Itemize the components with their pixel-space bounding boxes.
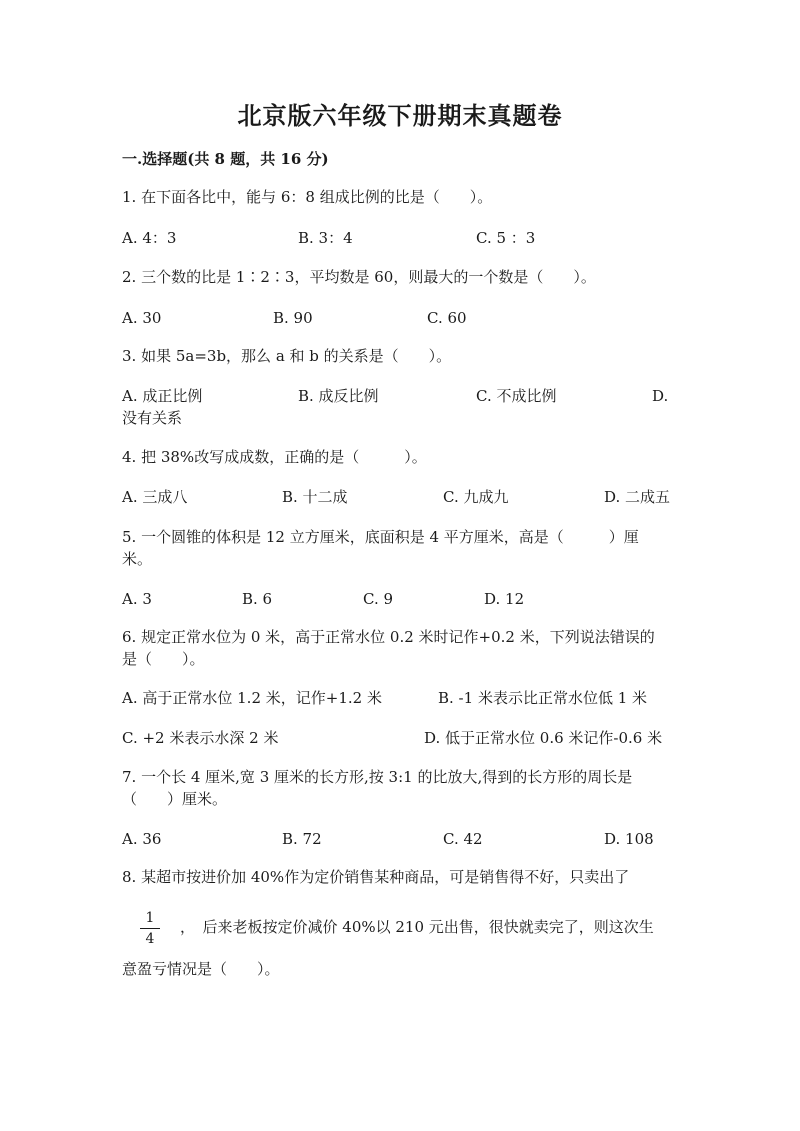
question-7-option-b: B. 72 (282, 830, 322, 848)
question-7-option-c: C. 42 (443, 830, 483, 848)
question-7-option-a: A. 36 (122, 830, 162, 848)
question-5-option-a: A. 3 (122, 590, 152, 608)
question-4-option-b: B. 十二成 (282, 488, 348, 506)
question-3-option-d: D. (652, 387, 669, 405)
question-2-option-a: A. 30 (122, 309, 162, 327)
question-3-option-a: A. 成正比例 (122, 387, 203, 405)
question-1-option-b: B. 3：4 (298, 229, 353, 247)
question-8-stem-line3: 意盈亏情况是（ ）。 (122, 960, 280, 978)
question-4-option-a: A. 三成八 (122, 488, 188, 506)
question-8-stem-line1: 8. 某超市按进价加 40%作为定价销售某种商品，可是销售得不好，只卖出了 (122, 868, 630, 886)
question-5-stem-line2: 米。 (122, 550, 153, 568)
question-6-option-d: D. 低于正常水位 0.6 米记作-0.6 米 (424, 729, 663, 747)
question-5-option-d: D. 12 (484, 590, 525, 608)
question-3-stem: 3. 如果 5a=3b，那么 a 和 b 的关系是（ ）。 (122, 347, 452, 365)
question-5-option-c: C. 9 (363, 590, 394, 608)
question-7-stem-line1: 7. 一个长 4 厘米,宽 3 厘米的长方形,按 3:1 的比放大,得到的长方形的周长是 (122, 768, 633, 786)
page-title: 北京版六年级下册期末真题卷 (237, 101, 563, 130)
question-6-stem-line1: 6. 规定正常水位为 0 米，高于正常水位 0.2 米时记作+0.2 米，下列说法错误的 (122, 628, 655, 646)
question-6-option-a: A. 高于正常水位 1.2 米，记作+1.2 米 (122, 689, 382, 707)
fraction-bar (140, 928, 160, 929)
question-8-stem-line2: ， 后来老板按定价减价 40%以 210 元出售，很快就卖完了，则这次生 (180, 918, 654, 936)
question-5-stem-line1: 5. 一个圆锥的体积是 12 立方厘米，底面积是 4 平方厘米，高是（ ）厘 (122, 528, 639, 546)
section-heading: 一.选择题(共 8 题，共 16 分) (122, 150, 329, 168)
question-1-option-a: A. 4：3 (122, 229, 177, 247)
fraction-denominator: 4 (145, 931, 155, 947)
question-3-option-c: C. 不成比例 (476, 387, 557, 405)
question-1-option-c: C. 5 ：3 (476, 229, 536, 247)
question-4-option-d: D. 二成五 (604, 488, 671, 506)
question-4-stem: 4. 把 38%改写成成数，正确的是（ ）。 (122, 448, 427, 466)
question-6-option-c: C. +2 米表示水深 2 米 (122, 729, 279, 747)
question-1-stem: 1. 在下面各比中，能与 6：8 组成比例的比是（ ）。 (122, 188, 493, 206)
question-2-stem: 2. 三个数的比是 1∶2∶3，平均数是 60，则最大的一个数是（ ）。 (122, 268, 596, 286)
question-3-option-b: B. 成反比例 (298, 387, 379, 405)
question-4-option-c: C. 九成九 (443, 488, 509, 506)
question-3-option-d-text: 没有关系 (122, 409, 183, 427)
fraction-one-quarter (140, 910, 160, 947)
question-7-stem-line2: （ ）厘米。 (122, 790, 228, 808)
question-2-option-c: C. 60 (427, 309, 467, 327)
question-7-option-d: D. 108 (604, 830, 654, 848)
fraction-numerator: 1 (145, 910, 155, 926)
question-2-option-b: B. 90 (273, 309, 313, 327)
question-6-stem-line2: 是（ ）。 (122, 650, 205, 668)
question-6-option-b: B. -1 米表示比正常水位低 1 米 (438, 689, 648, 707)
question-5-option-b: B. 6 (242, 590, 273, 608)
